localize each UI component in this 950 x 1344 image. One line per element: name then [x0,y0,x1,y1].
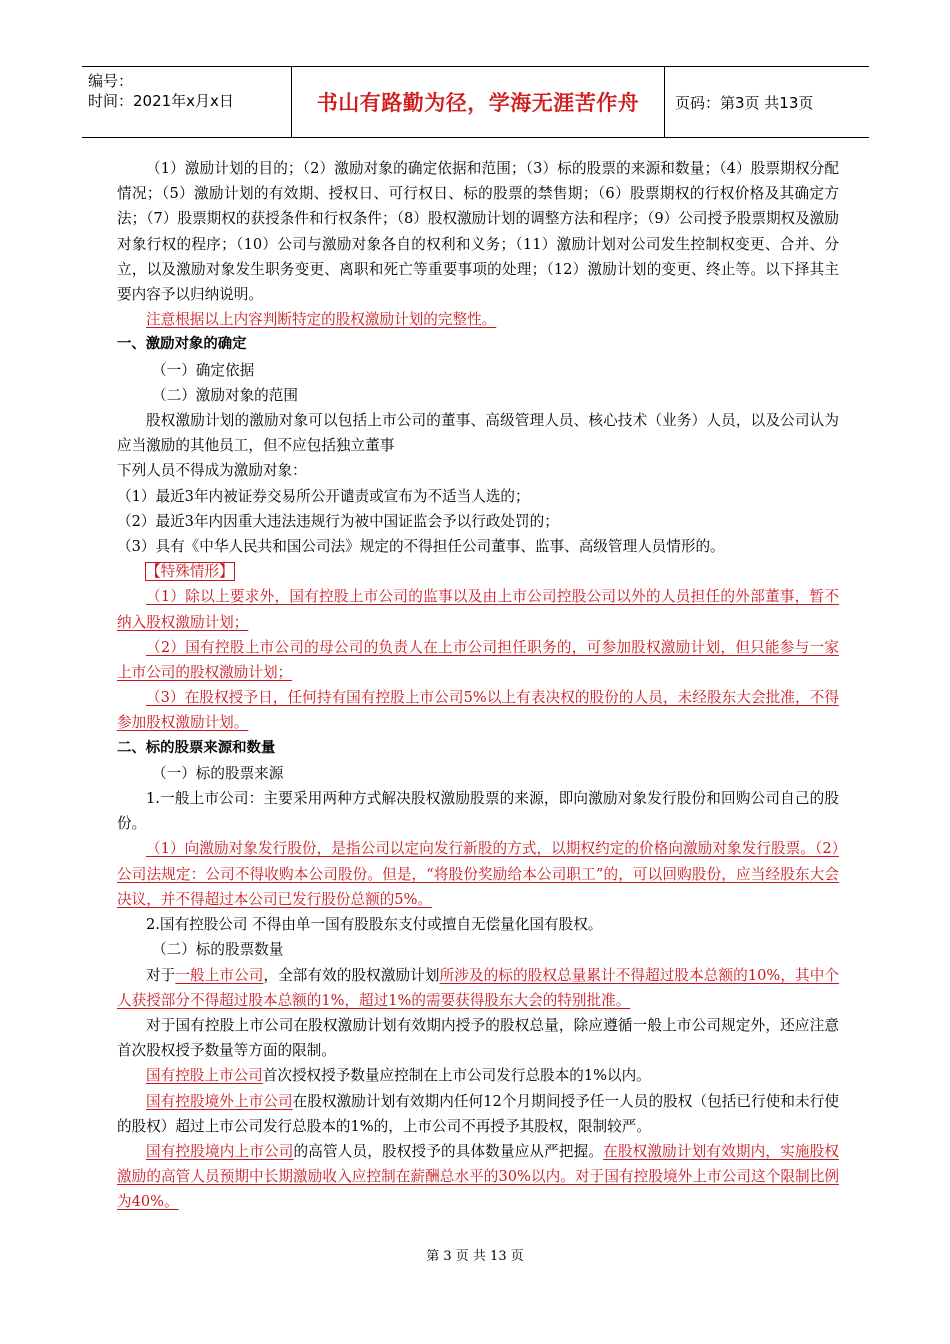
page-footer: 第 3 页 共 13 页 [426,1249,524,1264]
exclusion-item-3: （3）具有《中华人民共和国公司法》规定的不得担任公司董事、监事、高级管理人员情形的。 [117,538,725,556]
special-case-2: （2）国有控股上市公司的母公司的负责人在上市公司担任职务的，可参加股权激励计划，但只能参与一家上市公司的股权激励计划； [117,638,839,682]
section-1-title: 一、激励对象的确定 [117,336,247,353]
section-1-sub-2: （二）激励对象的范围 [152,386,298,404]
quantity-overseas: 国有控股境外上市公司在股权激励计划有效期内任何12个月期间授予任一人员的股权（包括已行使和未行使的股权）超过上市公司发行总股本的1%的，上市公司不再授予其股权，限制较严。 [117,1092,839,1135]
quantity-first-grant: 国有控股上市公司首次授权授予数量应控制在上市公司发行总股本的1%以内。 [146,1067,651,1085]
source-state-controlled: 2.国有控股公司 不得由单一国有股股东支付或擅自无偿量化国有股权。 [146,916,603,934]
source-general-companies: 1.一般上市公司：主要采用两种方式解决股权激励股票的来源，即向激励对象发行股份和回购公司自己的股份。 [117,790,839,833]
quantity-general: 对于一般上市公司，全部有效的股权激励计划所涉及的标的股权总量累计不得超过股本总额的10%，其中个人获授部分不得超过股本总额的1%，超过1%的需要获得股东大会的特别批准。 [117,966,839,1009]
exclusion-item-2: （2）最近3年内因重大违法违规行为被中国证监会予以行政处罚的； [117,512,559,530]
header-meta [82,67,292,137]
section-1-sub-1: （一）确定依据 [152,361,255,379]
header-date: 时间：2021年x月x日 [88,92,234,110]
header-motto: 书山有路勤为径，学海无涯苦作舟 [292,67,665,137]
header-page-number: 页码：第3页 共13页 [675,93,814,112]
special-case-3: （3）在股权授予日，任何持有国有控股上市公司5%以上有表决权的股份的人员，未经股东大会批准，不得参加股权激励计划。 [117,689,839,732]
quantity-domestic: 国有控股境内上市公司的高管人员，股权授予的具体数量应从严把握。在股权激励计划有效期内，实施股权激励的高管人员预期中长期激励收入应控制在薪酬总水平的30%以内。对于国有控股境外上市公司这个限制比例为40%。 [117,1142,839,1211]
document-body [117,156,839,1215]
page-header [82,66,869,138]
quantity-state-controlled: 对于国有控股上市公司在股权激励计划有效期内授予的股权总量，除应遵循一般上市公司规定外，还应注意首次股权授予数量等方面的限制。 [117,1016,839,1060]
section-2-title: 二、标的股票来源和数量 [117,739,276,756]
section-2-sub-2: （二）标的股票数量 [152,941,284,959]
exclusion-item-1: （1）最近3年内被证券交易所公开谴责或宣布为不适当人选的； [117,487,530,505]
header-number: 编号： [88,72,134,90]
intro-paragraph: （1）激励计划的目的；（2）激励对象的确定依据和范围；（3）标的股票的来源和数量；（4）股票期权分配情况；（5）激励计划的有效期、授权日、可行权日、标的股票的禁售期；（6）股票期权的行权价格及其确定方法；（7）股票期权的获授条件和行权条件；（8）股权激励计划的调整方法和程序；（9）公司授予股票期权及激励对象行权的程序；（10）公司与激励对象各自的权利和义务；（11）激励计划对公司发生控制权变更、合并、分立，以及激励对象发生职务变更、离职和死亡等重要事项的处理；（12）激励计划的变更、终止等。以下择其主要内容予以归纳说明。 [117,160,839,304]
completeness-note: 注意根据以上内容判断特定的股权激励计划的完整性。 [146,311,497,329]
section-2-sub-1: （一）标的股票来源 [152,764,284,782]
exclusion-list-intro: 下列人员不得成为激励对象： [117,462,307,480]
special-cases-label: 【特殊情形】 [146,563,234,581]
source-general-detail: （1）向激励对象发行股份，是指公司以定向发行新股的方式，以期权约定的价格向激励对象发行股票。（2）公司法规定：公司不得收购本公司股份。但是，“将股份奖励给本公司职工”的，可以回购股份，应当经股东大会决议，并不得超过本公司已发行股份总额的5%。 [117,840,839,908]
special-case-1: （1）除以上要求外，国有控股上市公司的监事以及由上市公司控股公司以外的人员担任的外部董事，暂不纳入股权激励计划； [117,588,839,631]
section-1-paragraph: 股权激励计划的激励对象可以包括上市公司的董事、高级管理人员、核心技术（业务）人员，以及公司认为应当激励的其他员工，但不应包括独立董事 [117,412,839,455]
